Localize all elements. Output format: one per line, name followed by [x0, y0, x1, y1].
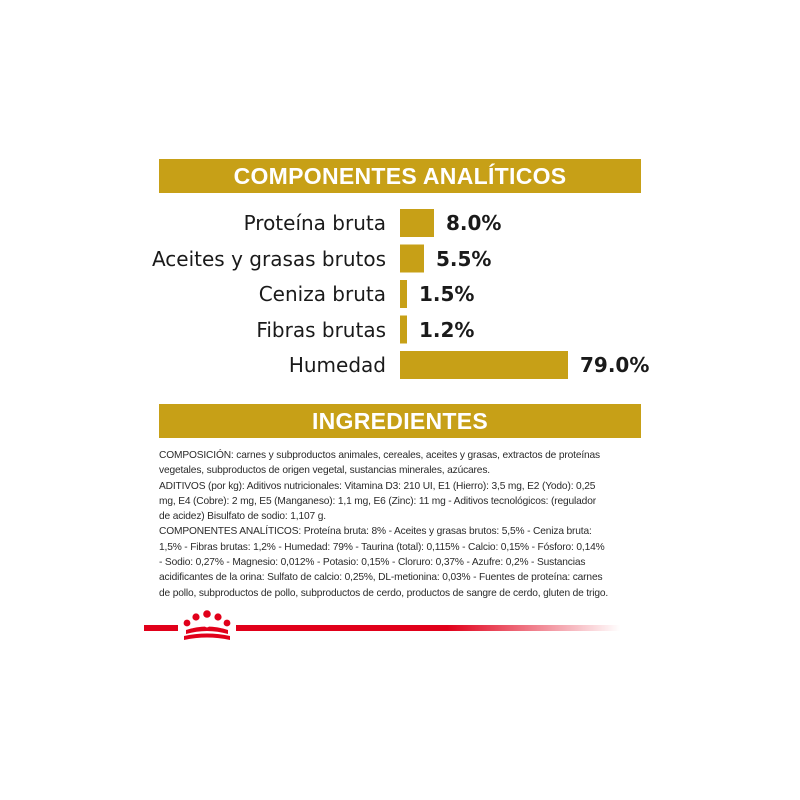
bar-1 [400, 245, 424, 273]
value-label: 1.5% [419, 282, 475, 306]
value-label: 5.5% [436, 246, 492, 271]
bar-0 [400, 209, 434, 237]
category-label: Fibras brutas [256, 317, 386, 342]
category-label: Aceites y grasas brutos [151, 246, 386, 271]
value-label: 8.0% [446, 211, 502, 235]
ingredients-text [159, 448, 609, 601]
category-label: Humedad [288, 353, 386, 377]
bar-4 [400, 351, 568, 379]
analytics-title: COMPONENTES ANALÍTICOS [233, 162, 567, 189]
crown-icon [184, 610, 231, 640]
composition-paragraph: COMPOSICIÓN: carnes y subproductos animales, cereales, aceites y grasas, extractos de proteínas vegetales, subproductos de origen vegetal, sustancias minerales, azúcares. [159, 450, 600, 477]
value-label: 79.0% [580, 353, 650, 377]
category-label: Ceniza bruta [258, 282, 386, 306]
footer-line-right [236, 625, 620, 631]
category-label: Proteína bruta [243, 211, 386, 235]
value-label: 1.2% [419, 317, 475, 342]
ingredients-title: INGREDIENTES [311, 407, 489, 434]
footer-line-left [144, 625, 178, 631]
bar-3 [400, 316, 407, 344]
ingredients-banner [159, 404, 641, 438]
bar-2 [400, 280, 407, 308]
additives-paragraph: ADITIVOS (por kg): Aditivos nutricionales: Vitamina D3: 210 UI, E1 (Hierro): 3,5 mg, E2 (Yodo): 0,25 mg, E4 (Cobre): 2 mg, E5 (Manganeso): 1,1 mg, E6 (Zinc): 11 mg - Aditivos tecnológicos: (regulador de acidez) Bisulfato de sodio: 1,107 g. [159, 480, 596, 523]
analytical-components-paragraph: COMPONENTES ANALÍTICOS: Proteína bruta: 8% - Aceites y grasas brutos: 5,5% - Ceniza bruta: 1,5% - Fibras brutas: 1,2% - Humedad: 79% - Taurina (total): 0,115% - Calcio: 0,15% - Fósforo: 0,14% - Sodio: 0,27% - Magnesio: 0,012% - Potasio: 0,15% - Cloruro: 0,37% - Azufre: 0,2% - Sustancias acidificantes de la orina: Sulfato de calcio: 0,25%, DL-metionina: 0,03% - Fuentes de proteína: carnes de pollo, subproductos de pollo, subproductos de cerdo, productos de sangre de cerdo, gluten de trigo. [159, 526, 609, 599]
